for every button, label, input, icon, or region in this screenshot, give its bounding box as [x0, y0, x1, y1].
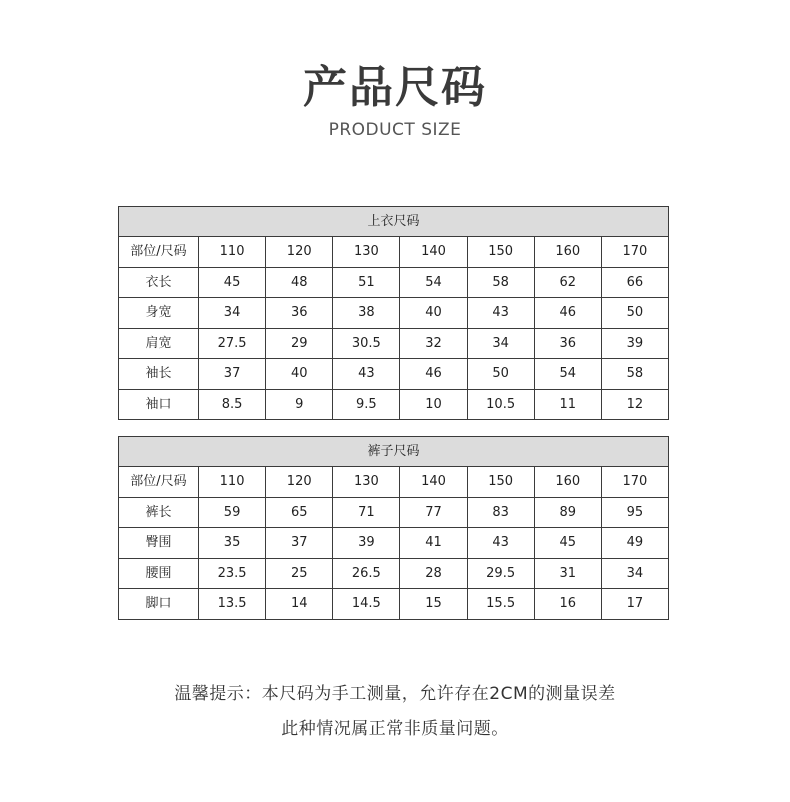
table-row	[119, 528, 669, 559]
table-cell: 14.5	[333, 589, 400, 620]
table-cell: 43	[333, 359, 400, 390]
table-cell: 23.5	[199, 558, 266, 589]
table-cell: 54	[400, 267, 467, 298]
row-label: 脚口	[119, 589, 199, 620]
table-cell: 15.5	[467, 589, 534, 620]
table-cell: 89	[534, 497, 601, 528]
table-row	[119, 359, 669, 390]
size-header: 120	[266, 237, 333, 268]
table-cell: 37	[266, 528, 333, 559]
table-title: 裤子尺码	[119, 437, 669, 467]
row-label: 裤长	[119, 497, 199, 528]
table-cell: 46	[400, 359, 467, 390]
table-cell: 32	[400, 328, 467, 359]
size-header: 130	[333, 237, 400, 268]
table-cell: 31	[534, 558, 601, 589]
size-header: 160	[534, 467, 601, 498]
table-cell: 65	[266, 497, 333, 528]
size-header: 160	[534, 237, 601, 268]
table-title-row	[119, 207, 669, 237]
row-label: 衣长	[119, 267, 199, 298]
table-cell: 36	[534, 328, 601, 359]
table-cell: 29.5	[467, 558, 534, 589]
table-cell: 62	[534, 267, 601, 298]
table-header-row	[119, 237, 669, 268]
size-header: 110	[199, 237, 266, 268]
table-row	[119, 558, 669, 589]
table-header-row	[119, 467, 669, 498]
size-header: 120	[266, 467, 333, 498]
size-header: 150	[467, 237, 534, 268]
size-header: 130	[333, 467, 400, 498]
table-cell: 10.5	[467, 389, 534, 420]
page-title: 产品尺码	[303, 62, 487, 113]
table-cell: 10	[400, 389, 467, 420]
table-cell: 95	[601, 497, 668, 528]
table-cell: 43	[467, 298, 534, 329]
table-cell: 71	[333, 497, 400, 528]
table-cell: 66	[601, 267, 668, 298]
size-header: 150	[467, 467, 534, 498]
table-cell: 17	[601, 589, 668, 620]
table-cell: 15	[400, 589, 467, 620]
table-cell: 8.5	[199, 389, 266, 420]
table-cell: 30.5	[333, 328, 400, 359]
table-cell: 38	[333, 298, 400, 329]
table-cell: 12	[601, 389, 668, 420]
top-size-table	[118, 206, 669, 420]
row-label: 肩宽	[119, 328, 199, 359]
page-subtitle: PRODUCT SIZE	[328, 120, 462, 140]
note-line-2: 此种情况属正常非质量问题。	[281, 719, 509, 739]
table-cell: 34	[601, 558, 668, 589]
table-title-row	[119, 437, 669, 467]
table-cell: 28	[400, 558, 467, 589]
table-cell: 40	[400, 298, 467, 329]
table-title: 上衣尺码	[119, 207, 669, 237]
table-cell: 51	[333, 267, 400, 298]
table-cell: 9.5	[333, 389, 400, 420]
note-line-1: 温馨提示：本尺码为手工测量，允许存在2CM的测量误差	[174, 684, 616, 704]
size-header: 140	[400, 467, 467, 498]
table-cell: 35	[199, 528, 266, 559]
table-cell: 34	[199, 298, 266, 329]
table-cell: 40	[266, 359, 333, 390]
table-cell: 77	[400, 497, 467, 528]
table-cell: 29	[266, 328, 333, 359]
table-cell: 36	[266, 298, 333, 329]
table-row	[119, 389, 669, 420]
table-cell: 49	[601, 528, 668, 559]
table-cell: 45	[199, 267, 266, 298]
row-label: 袖长	[119, 359, 199, 390]
table-cell: 11	[534, 389, 601, 420]
table-cell: 45	[534, 528, 601, 559]
table-row	[119, 267, 669, 298]
table-row	[119, 298, 669, 329]
table-cell: 48	[266, 267, 333, 298]
table-cell: 14	[266, 589, 333, 620]
bottom-size-table	[118, 436, 669, 620]
table-cell: 58	[601, 359, 668, 390]
table-cell: 41	[400, 528, 467, 559]
table-cell: 43	[467, 528, 534, 559]
size-header: 170	[601, 237, 668, 268]
table-cell: 16	[534, 589, 601, 620]
header-label: 部位/尺码	[119, 467, 199, 498]
table-cell: 50	[467, 359, 534, 390]
row-label: 腰围	[119, 558, 199, 589]
table-cell: 46	[534, 298, 601, 329]
table-cell: 58	[467, 267, 534, 298]
header-label: 部位/尺码	[119, 237, 199, 268]
table-cell: 39	[333, 528, 400, 559]
table-cell: 26.5	[333, 558, 400, 589]
table-cell: 37	[199, 359, 266, 390]
table-row	[119, 497, 669, 528]
table-cell: 50	[601, 298, 668, 329]
row-label: 臀围	[119, 528, 199, 559]
table-cell: 27.5	[199, 328, 266, 359]
row-label: 袖口	[119, 389, 199, 420]
table-cell: 54	[534, 359, 601, 390]
table-row	[119, 589, 669, 620]
table-cell: 59	[199, 497, 266, 528]
table-row	[119, 328, 669, 359]
size-header: 170	[601, 467, 668, 498]
row-label: 身宽	[119, 298, 199, 329]
table-cell: 83	[467, 497, 534, 528]
table-cell: 13.5	[199, 589, 266, 620]
size-header: 140	[400, 237, 467, 268]
table-cell: 9	[266, 389, 333, 420]
table-cell: 25	[266, 558, 333, 589]
table-cell: 34	[467, 328, 534, 359]
table-cell: 39	[601, 328, 668, 359]
size-header: 110	[199, 467, 266, 498]
